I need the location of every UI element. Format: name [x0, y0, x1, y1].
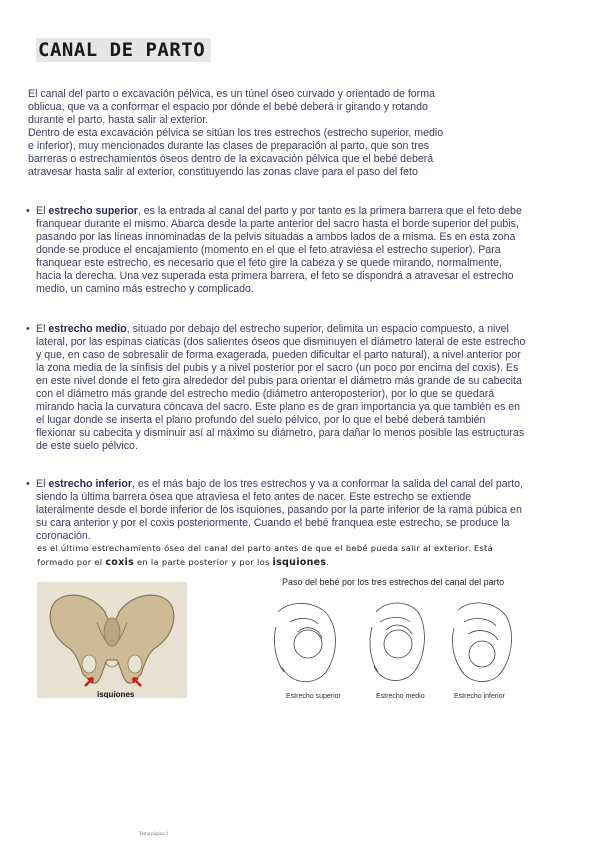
bullet-text: El estrecho inferior, es el más bajo de los tres estrechos y va a conformar la salida del canal del parto, siendo la última barrera ósea que atraviesa el feto antes de nacer. Este estrecho se extiende lateralmente desde el borde inferior de los isquiones, pasando por la parte inferior de la rama púbica en su cara anterior y por el coxis posteriormente. Cuando el bebé franquea este estrecho, se produce la coronación. [36, 478, 523, 542]
caption-inferior: Estrecho inferior [454, 693, 505, 700]
bullet-estrecho-medio [26, 323, 526, 453]
bullet-dot: • [26, 205, 30, 217]
term-coxis: coxis [105, 557, 135, 568]
extra-line: formado por el coxis en la parte posterior y por los isquiones. [37, 557, 330, 568]
birth-passage-illustration [268, 572, 530, 706]
isquiones-label: isquiones [97, 690, 135, 698]
intro-line: e inferior), muy mencionados durante las clases de preparación al parto, que son tres [28, 140, 430, 152]
page-title: CANAL DE PARTO [38, 39, 206, 61]
extra-line: es el último estrechamiento óseo del canal del parto antes de que el bebé pueda salir al exterior. Está [37, 543, 493, 553]
intro-line: barreras o estrechamientos óseos dentro de la excavación pélvica que el bebé deberá [28, 153, 434, 165]
intro-line: atravesar hasta salir al exterior, constituyendo las zonas clave para el paso del feto [28, 166, 418, 178]
bullet-text: El estrecho medio, situado por debajo del estrecho superior, delimita un espacio compuesto, a nivel lateral, por las espinas ciaticas (dos salientes óseos que disminuyen el diámetro lateral de este estrecho y que, en caso de sobresalir de forma exagerada, pueden dificultar el parto natural), a nivel anterior por la zona media de la sínfisis del pubis y a nivel posterior por el sacro (un poco por encima del coxis). Es en este nivel donde el feto gira alrededor del pubis para orientar el diámetro más grande de su cabecita con el diámetro más grande del estrecho medio (diámetro anteroposterior), por lo que se quedará mirando hacia la curvatura cóncava del sacro. Este plano es de gran importancia ya que también es en el lugar donde se inserta el plano profundo del suelo pélvico, por lo que el bebé deberá también flexionar su cabecita y disminuir así al máximo su diámetro, para dañar lo menos posible las estructuras de este suelo pélvico. [36, 323, 526, 452]
bullet-dot: • [26, 478, 30, 490]
caption-medio: Estrecho medio [376, 693, 425, 700]
figure-title: Paso del bebé por los tres estrechos del canal del parto [282, 577, 505, 587]
pelvis-illustration [37, 582, 187, 698]
extra-note [37, 541, 557, 570]
term-isquiones: isquiones [272, 557, 327, 568]
intro-line: El canal del parto o excavación pélvica, es un túnel óseo curvado y orientado de forma [28, 88, 435, 100]
term-estrecho-superior: estrecho superior [48, 205, 138, 217]
intro-line: oblicua, que va a conformar el espacio por dónde el bebé deberá ir girando y rotando [28, 101, 428, 113]
title-highlight [36, 38, 211, 62]
intro-line: durante el parto, hasta salir al exterior. [28, 114, 209, 126]
term-estrecho-inferior: estrecho inferior [48, 478, 132, 490]
intro-paragraph [28, 88, 488, 179]
term-estrecho-medio: estrecho medio [48, 323, 127, 335]
page-footer: Tema página 1 [139, 832, 169, 837]
bullet-estrecho-superior [26, 205, 526, 296]
intro-line: Dentro de esta excavación pélvica se sitúan los tres estrechos (estrecho superior, medio [28, 127, 444, 139]
bullet-text: El estrecho superior, es la entrada al canal del parto y por tanto es la primera barrera que el feto debe franquear durante el mismo. Abarca desde la parte anterior del sacro hasta el borde superior del pubis, pasando por las líneas innominadas de la pelvis situadas a ambos lados de a misma. Es en esta zona donde se produce el encajamiento (momento en el que el feto atraviesa el estrecho superior). Para franquear este estrecho, es necesario que el feto gire la cabeza y se quede mirando, normalmente, hacia la derecha. Una vez superada esta primera barrera, el feto se dispondrá a atravesar el estrecho medio, un camino más estrecho y complicado. [36, 205, 522, 295]
caption-superior: Estrecho superior [286, 693, 341, 700]
bullet-dot: • [26, 323, 30, 335]
bullet-estrecho-inferior [26, 478, 526, 543]
